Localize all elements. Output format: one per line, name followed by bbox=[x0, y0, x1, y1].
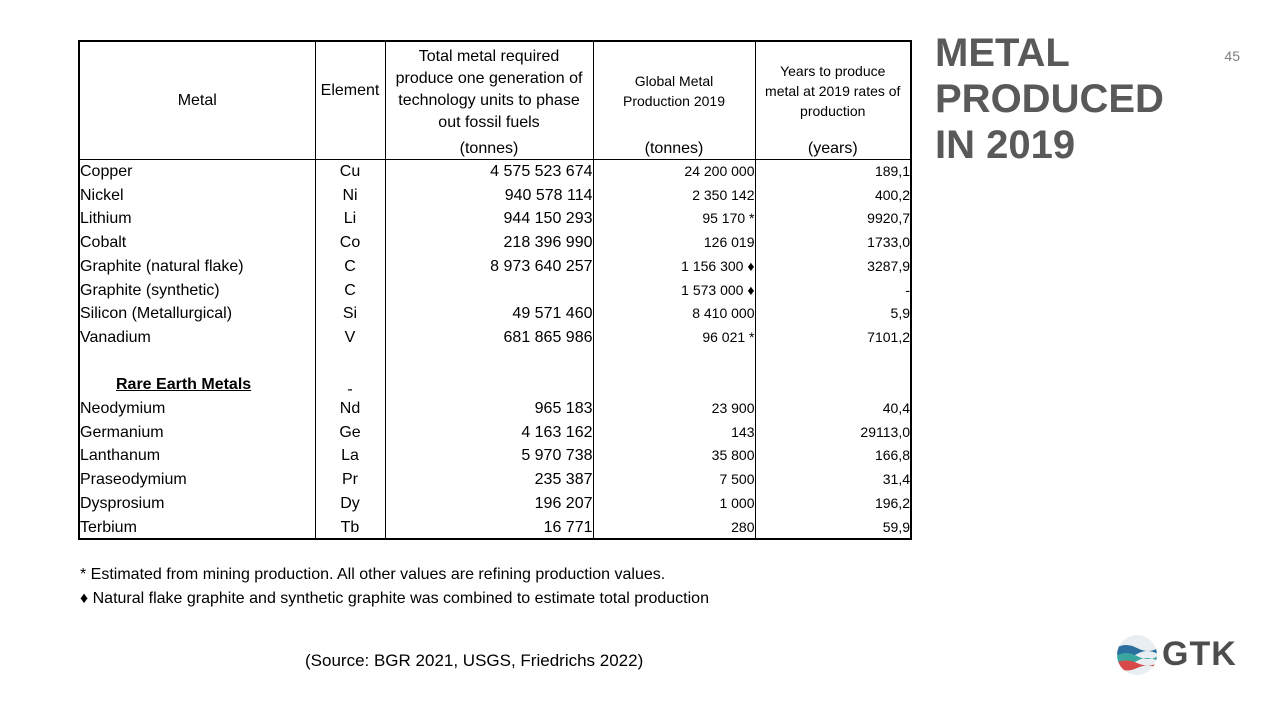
cell-metal: Terbium bbox=[80, 516, 315, 540]
cell-element: V bbox=[315, 326, 385, 350]
cell-element: Nd bbox=[315, 397, 385, 421]
cell-global-production: 1 000 bbox=[593, 492, 755, 516]
metal-table-frame bbox=[78, 40, 912, 540]
cell-global-production: 126 019 bbox=[593, 231, 755, 255]
footnote-diamond: ♦ Natural flake graphite and synthetic graphite was combined to estimate total production bbox=[80, 590, 709, 607]
cell-years-to-produce: 400,2 bbox=[874, 186, 910, 203]
cell-global-production: 7 500 bbox=[593, 468, 755, 492]
table-row bbox=[80, 492, 910, 516]
cell-global-production: 143 bbox=[593, 421, 755, 445]
cell-total-required: 4 163 162 bbox=[385, 421, 593, 445]
table-body bbox=[80, 160, 910, 540]
table-row bbox=[80, 326, 910, 350]
cell-global-production: 95 170 * bbox=[593, 207, 755, 231]
cell-total-required: 8 973 640 257 bbox=[385, 255, 593, 279]
table-row bbox=[80, 516, 910, 540]
cell-total-required: 218 396 990 bbox=[385, 231, 593, 255]
title-line-2: PRODUCED bbox=[935, 77, 1164, 121]
cell-metal: Vanadium bbox=[80, 326, 315, 350]
cell-total-required bbox=[385, 279, 593, 303]
cell-element: C bbox=[315, 255, 385, 279]
cell-total-required: 944 150 293 bbox=[385, 207, 593, 231]
cell-global-production: 2 350 142 bbox=[593, 184, 755, 208]
gtk-logo-text: GTK bbox=[1162, 635, 1237, 673]
header-global-units: (tonnes) bbox=[644, 140, 704, 157]
cell-element: Pr bbox=[315, 468, 385, 492]
cell-years-to-produce: 3287,9 bbox=[867, 257, 910, 274]
cell-total-required: 235 387 bbox=[385, 468, 593, 492]
cell-global-production: 1 156 300 ♦ bbox=[593, 255, 755, 279]
spacer-row bbox=[80, 350, 910, 374]
title-line-1: METAL bbox=[935, 31, 1070, 75]
cell-element: Ge bbox=[315, 421, 385, 445]
cell-metal: Germanium bbox=[80, 421, 315, 445]
cell-metal: Graphite (synthetic) bbox=[80, 279, 315, 303]
table-row bbox=[80, 207, 910, 231]
cell-years-to-produce: 5,9 bbox=[890, 305, 910, 322]
cell-metal: Silicon (Metallurgical) bbox=[80, 302, 315, 326]
cell-years-to-produce: 29113,0 bbox=[860, 423, 910, 440]
header-metal: Metal bbox=[80, 42, 315, 160]
cell-years-to-produce: 59,9 bbox=[882, 518, 910, 535]
table-row bbox=[80, 160, 910, 184]
table-row bbox=[80, 397, 910, 421]
cell-years-to-produce: 166,8 bbox=[874, 447, 910, 464]
cell-years-to-produce: 40,4 bbox=[882, 400, 910, 417]
cell-total-required: 49 571 460 bbox=[385, 302, 593, 326]
cell-metal: Dysprosium bbox=[80, 492, 315, 516]
source-citation: (Source: BGR 2021, USGS, Friedrichs 2022) bbox=[305, 651, 644, 670]
cell-years-to-produce: 1733,0 bbox=[867, 234, 910, 251]
slide-title bbox=[935, 30, 1195, 168]
cell-global-production: 1 573 000 ♦ bbox=[593, 279, 755, 303]
rare-earth-heading: Rare Earth Metals bbox=[116, 376, 252, 394]
cell-metal: Graphite (natural flake) bbox=[80, 255, 315, 279]
gtk-logo bbox=[1116, 634, 1250, 678]
cell-element: Dy bbox=[315, 492, 385, 516]
rare-earth-heading-row bbox=[80, 373, 910, 397]
cell-element: Cu bbox=[315, 160, 385, 184]
cell-element: Tb bbox=[315, 516, 385, 540]
cell-global-production: 24 200 000 bbox=[593, 160, 755, 184]
header-global-production: Global Metal Production 2019 (tonnes) bbox=[593, 42, 755, 160]
table-row bbox=[80, 302, 910, 326]
table-row bbox=[80, 184, 910, 208]
cell-metal: Cobalt bbox=[80, 231, 315, 255]
cell-metal: Lanthanum bbox=[80, 444, 315, 468]
header-total-units: (tonnes) bbox=[459, 140, 519, 157]
cell-metal: Praseodymium bbox=[80, 468, 315, 492]
footnote-asterisk: * Estimated from mining production. All other values are refining production values. bbox=[80, 566, 666, 583]
cell-global-production: 23 900 bbox=[593, 397, 755, 421]
cell-years-to-produce: 9920,7 bbox=[867, 210, 910, 227]
table-row bbox=[80, 421, 910, 445]
table-row bbox=[80, 231, 910, 255]
table-row bbox=[80, 468, 910, 492]
cell-years-to-produce: - bbox=[905, 281, 910, 298]
header-years-to-produce: Years to produce metal at 2019 rates of production (years) bbox=[755, 42, 910, 160]
cell-years-to-produce: 7101,2 bbox=[867, 328, 910, 345]
page-number: 45 bbox=[1224, 48, 1240, 64]
cell-total-required: 5 970 738 bbox=[385, 444, 593, 468]
cell-years-to-produce: 196,2 bbox=[874, 494, 910, 511]
cell-element: La bbox=[315, 444, 385, 468]
cell-element: Ni bbox=[315, 184, 385, 208]
cell-metal: Nickel bbox=[80, 184, 315, 208]
table-row bbox=[80, 444, 910, 468]
cell-element: Li bbox=[315, 207, 385, 231]
cell-metal: Copper bbox=[80, 160, 315, 184]
cell-metal: Lithium bbox=[80, 207, 315, 231]
rare-earth-dash: - bbox=[315, 373, 385, 397]
cell-total-required: 4 575 523 674 bbox=[385, 160, 593, 184]
cell-metal: Neodymium bbox=[80, 397, 315, 421]
cell-total-required: 940 578 114 bbox=[385, 184, 593, 208]
cell-total-required: 196 207 bbox=[385, 492, 593, 516]
metal-production-table bbox=[80, 42, 910, 539]
header-element: Element bbox=[315, 42, 385, 160]
cell-element: C bbox=[315, 279, 385, 303]
cell-element: Co bbox=[315, 231, 385, 255]
title-line-3: IN 2019 bbox=[935, 123, 1076, 167]
table-row bbox=[80, 279, 910, 303]
header-years-units: (years) bbox=[807, 140, 858, 157]
table-row bbox=[80, 255, 910, 279]
cell-element: Si bbox=[315, 302, 385, 326]
cell-global-production: 35 800 bbox=[593, 444, 755, 468]
header-total-metal-required: Total metal required produce one generation of technology units to phase out fossil fuels (tonnes) bbox=[385, 42, 593, 160]
cell-total-required: 965 183 bbox=[385, 397, 593, 421]
cell-global-production: 96 021 * bbox=[593, 326, 755, 350]
table-header-row bbox=[80, 42, 910, 160]
cell-total-required: 681 865 986 bbox=[385, 326, 593, 350]
cell-global-production: 8 410 000 bbox=[593, 302, 755, 326]
cell-years-to-produce: 189,1 bbox=[874, 163, 910, 179]
cell-years-to-produce: 31,4 bbox=[882, 471, 910, 488]
gtk-wave-icon bbox=[1116, 634, 1158, 676]
cell-total-required: 16 771 bbox=[385, 516, 593, 540]
cell-global-production: 280 bbox=[593, 516, 755, 540]
